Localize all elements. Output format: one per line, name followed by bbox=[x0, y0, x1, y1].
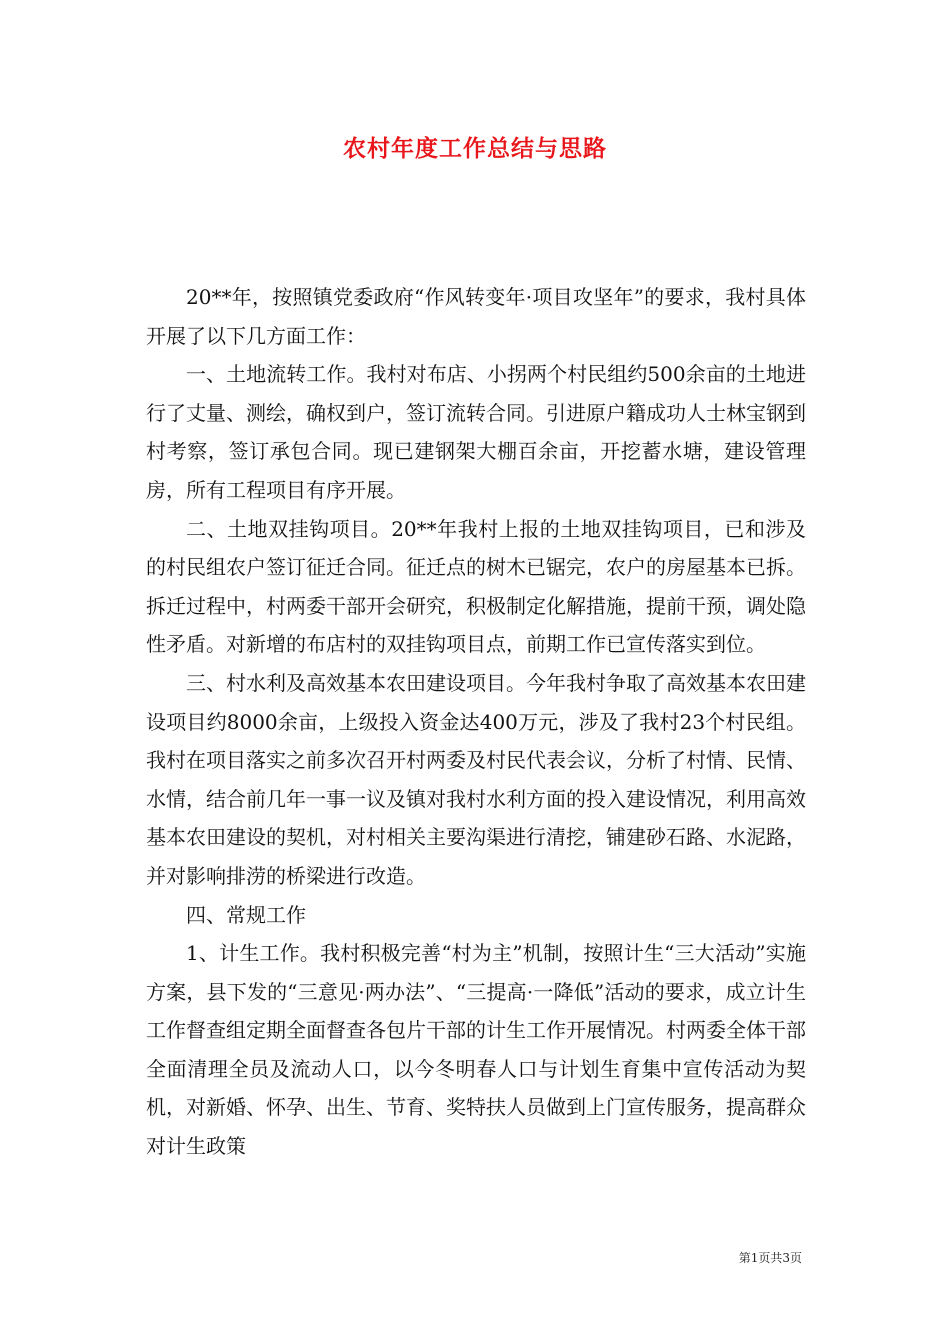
paragraph-land-linkage: 二、土地双挂钩项目。20**年我村上报的土地双挂钩项目，已和涉及的村民组农户签订征迁合同。征迁点的树木已锯完，农户的房屋基本已拆。拆迁过程中，村两委干部开会研究，积极制定化解措施，提前干预，调处隐性矛盾。对新增的布店村的双挂钩项目点，前期工作已宣传落实到位。 bbox=[146, 516, 806, 657]
paragraph-water-farmland: 三、村水利及高效基本农田建设项目。今年我村争取了高效基本农田建设项目约8000余亩，上级投入资金达400万元，涉及了我村23个村民组。我村在项目落实之前多次召开村两委及村民代表会议，分析了村情、民情、水情，结合前几年一事一议及镇对我村水利方面的投入建设情况，利用高效基本农田建设的契机，对村相关主要沟渠进行清挖，铺建砂石路、水泥路，并对影响排涝的桥梁进行改造。 bbox=[146, 670, 806, 888]
paragraph-intro: 20**年，按照镇党委政府“作风转变年·项目攻坚年”的要求，我村具体开展了以下几方面工作： bbox=[146, 285, 806, 348]
paragraph-routine-heading: 四、常规工作 bbox=[186, 902, 306, 927]
page-number: 第1页共3页 bbox=[738, 1251, 802, 1265]
page-title: 农村年度工作总结与思路 bbox=[343, 136, 607, 162]
paragraph-family-planning: 1、计生工作。我村积极完善“村为主”机制，按照计生“三大活动”实施方案，县下发的“三意见·两办法”、“三提高·一降低”活动的要求，成立计生工作督查组定期全面督查各包片干部的计生工作开展情况。村两委全体干部全面清理全员及流动人口，以今冬明春人口与计划生育集中宣传活动为契机，对新婚、怀孕、出生、节育、奖特扶人员做到上门宣传服务，提高群众对计生政策 bbox=[146, 941, 806, 1159]
paragraph-land-transfer: 一、土地流转工作。我村对布店、小拐两个村民组约500余亩的土地进行了丈量、测绘，确权到户，签订流转合同。引进原户籍成功人士林宝钢到村考察，签订承包合同。现已建钢架大棚百余亩，开挖蓄水塘，建设管理房，所有工程项目有序开展。 bbox=[146, 362, 806, 502]
document-body bbox=[146, 278, 806, 1166]
